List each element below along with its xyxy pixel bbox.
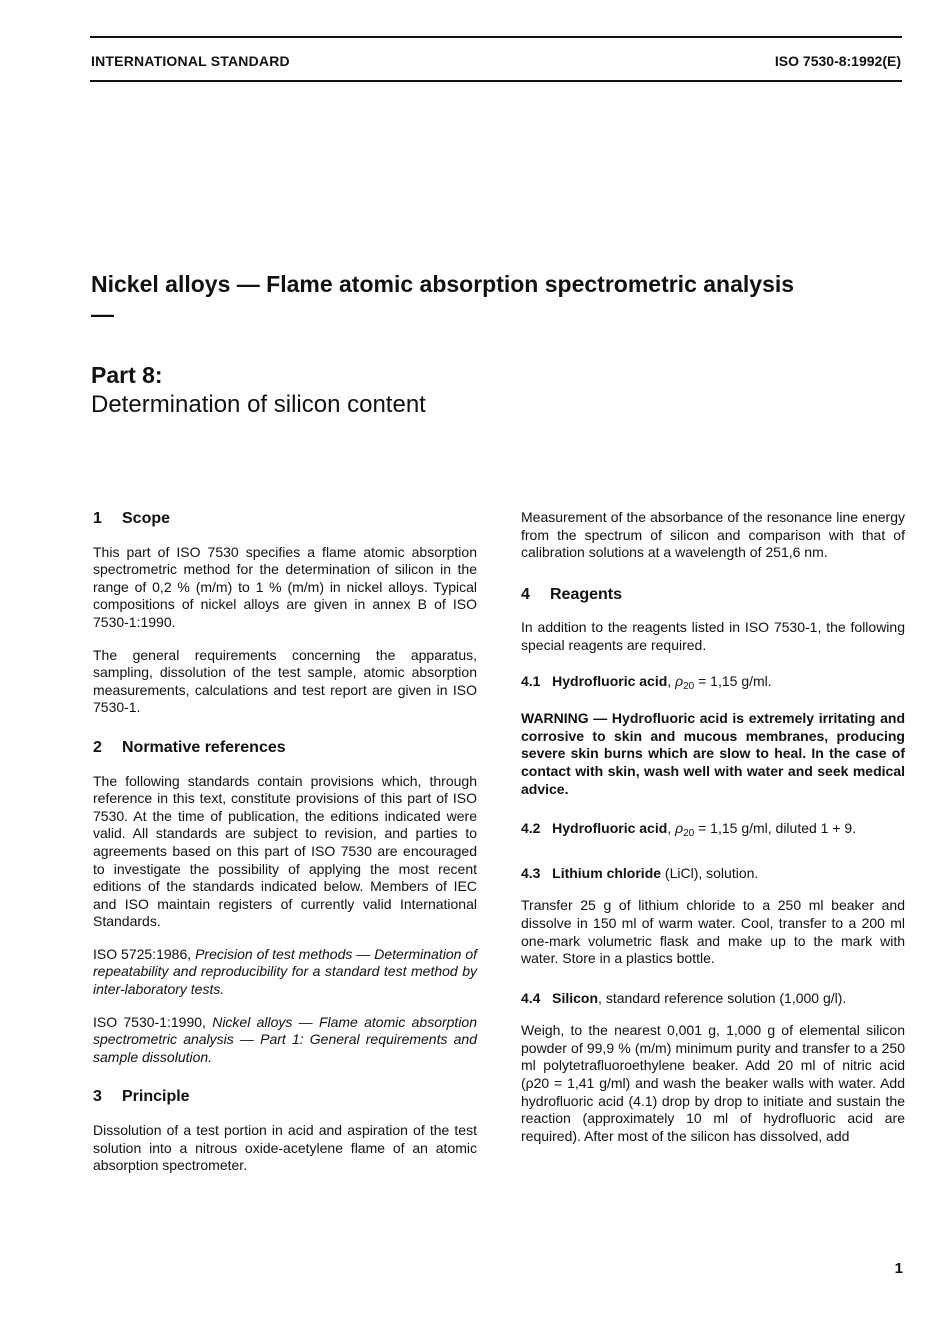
left-column bbox=[93, 510, 477, 1175]
right-column bbox=[521, 509, 905, 1145]
principle-paragraph-2: Measurement of the absorbance of the resonance line energy from the spectrum of silicon and comparison with that of calibration solutions at a wavelength of 251,6 nm. bbox=[521, 509, 905, 561]
header-doc-id: ISO 7530-8:1992(E) bbox=[774, 53, 901, 69]
reagent-4-4: 4.4 Silicon, standard reference solution (1,000 g/l). bbox=[521, 989, 847, 1006]
normative-paragraph: The following standards contain provisions which, through reference in this text, constitute provisions of this part of ISO 7530. At the time of publication, the editions indicated were valid. All standards are subject to revision, and parties to agreements based on this part of ISO 7530 are encouraged to investigate the possibility of applying the most recent editions of the standards indicated below. Members of IEC and ISO maintain registers of currently valid International Standards. bbox=[93, 772, 477, 930]
section-heading-normative-references: 2 Normative references bbox=[93, 738, 286, 756]
scope-paragraph-1: This part of ISO 7530 specifies a flame atomic absorption spectrometric method for the determination of silicon in the range of 0,2 % (m/m) to 1 % (m/m) in nickel alloys. Typical compositions of nickel alloys are given in annex B of ISO 7530-1:1990. bbox=[93, 543, 477, 630]
page-number: 1 bbox=[894, 1260, 903, 1277]
document-title: Nickel alloys — Flame atomic absorption spectrometric analysis — bbox=[91, 271, 795, 327]
header-rule-top bbox=[90, 36, 902, 38]
principle-paragraph-1: Dissolution of a test portion in acid and aspiration of the test solution into a nitrous oxide-acetylene flame of an atomic absorption spectrometer. bbox=[93, 1122, 477, 1174]
hydrofluoric-warning: WARNING — Hydrofluoric acid is extremely irritating and corrosive to skin and mucous membranes, producing severe skin burns which are slow to heal. In the case of contact with skin, wash well with water and seek medical advice. bbox=[521, 710, 905, 797]
reagents-intro: In addition to the reagents listed in ISO 7530-1, the following special reagents are required. bbox=[521, 619, 905, 653]
section-heading-principle: 3 Principle bbox=[93, 1088, 190, 1106]
part-number: Part 8: bbox=[91, 362, 163, 388]
section-heading-scope: 1 Scope bbox=[93, 510, 171, 527]
scope-paragraph-2: The general requirements concerning the apparatus, sampling, dissolution of the test sample, atomic absorption measurements, calculations and test report are given in ISO 7530-1. bbox=[93, 646, 477, 716]
normative-reference-1: ISO 5725:1986, Precision of test methods — Determination of repeatability and reproducibility for a standard test method by inter-laboratory tests. bbox=[93, 945, 478, 998]
header-rule-bottom bbox=[90, 80, 902, 82]
reagent-4-4-text: Weigh, to the nearest 0,001 g, 1,000 g of elemental silicon powder of 99,9 % (m/m) minimum purity and transfer to a 250 ml polytetrafluoroethylene beaker. Add 20 ml of nitric acid (ρ20 = 1,41 g/ml) and wash the beaker walls with water. Add hydrofluoric acid (4.1) drop by drop to initiate and sustain the reaction (approximately 10 ml of hydrofluoric acid are required). After most of the silicon has dissolved, add bbox=[521, 1022, 905, 1144]
header-doc-type: INTERNATIONAL STANDARD bbox=[91, 53, 290, 69]
reagent-4-3-text: Transfer 25 g of lithium chloride to a 250 ml beaker and dissolve in 150 ml of warm water. Cool, transfer to a 200 ml one-mark volumetric flask and make up to the mark with water. Store in a plastics bottle. bbox=[521, 897, 905, 967]
normative-reference-2: ISO 7530-1:1990, Nickel alloys — Flame atomic absorption spectrometric analysis — Part 1: General requirements and sample dissolution. bbox=[93, 1013, 478, 1065]
section-heading-reagents: 4 Reagents bbox=[521, 585, 623, 603]
reagent-4-2: 4.2 Hydrofluoric acid, $\rho_{20} = 1,15$ g/ml, diluted 1 + 9. bbox=[521, 820, 857, 840]
part-title: Determination of silicon content bbox=[91, 391, 426, 418]
reagent-4-1: 4.1 Hydrofluoric acid, $\rho_{20} = 1,15$ g/ml. bbox=[521, 672, 772, 692]
reagent-4-3: 4.3 Lithium chloride (LiCl), solution. bbox=[521, 864, 759, 881]
